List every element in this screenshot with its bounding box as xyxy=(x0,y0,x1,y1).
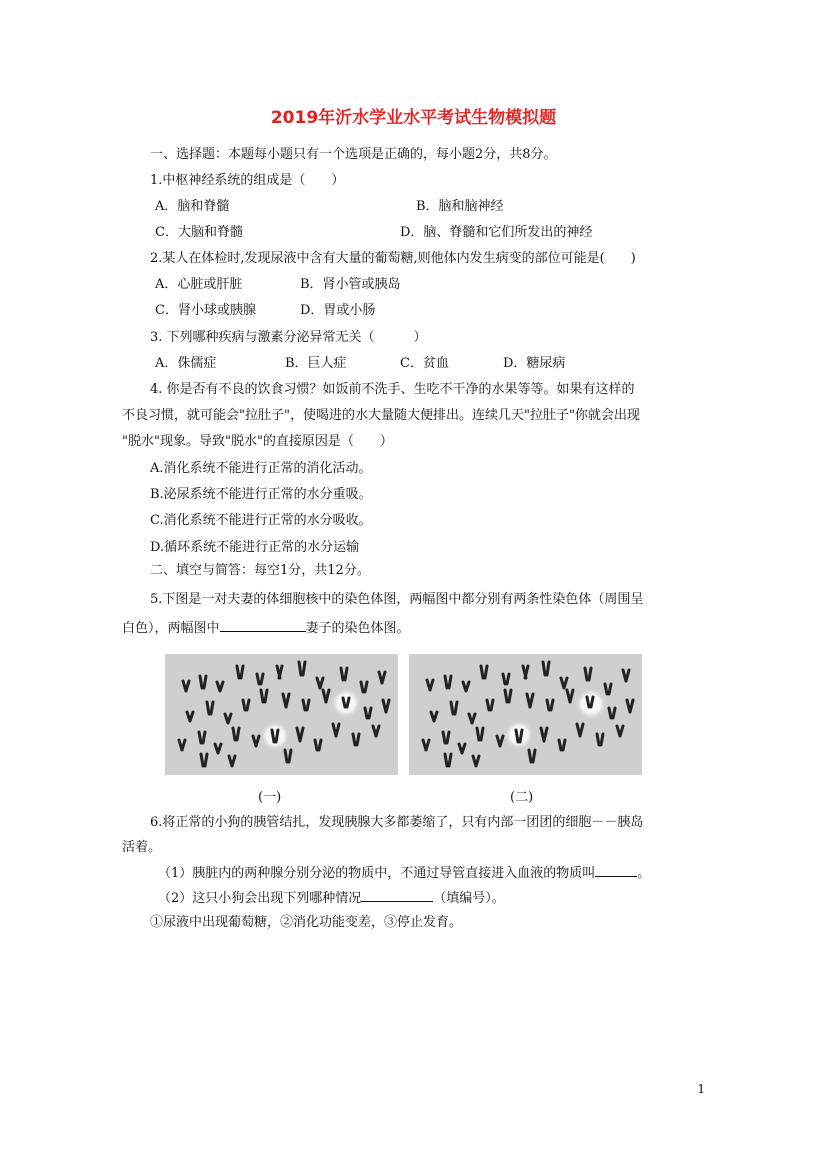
q3-option-b: B．巨人症 xyxy=(285,356,347,371)
q6-sub1-end: 。 xyxy=(637,866,651,881)
section-heading-fill: 二、填空与简答：每空1分，共12分。 xyxy=(150,563,370,578)
q1-option-b: B．脑和脑神经 xyxy=(416,199,504,214)
q5-line-2-start: 白色），两幅图中 xyxy=(122,621,220,636)
q4-line-2: 不良习惯，就可能会"拉肚子"，使喝进的水大量随大便排出。连续几天"拉肚子"你就会出现 xyxy=(122,408,640,423)
q1-option-c: C．大脑和脊髓 xyxy=(155,225,243,240)
q6-options: ①尿液中出现葡萄糖，②消化功能变差，③停止发育。 xyxy=(150,915,463,930)
karyotype-chromosomes-2 xyxy=(409,654,642,775)
q5-line-2-end: 妻子的染色体图。 xyxy=(305,621,410,636)
q6-line-2: 活着。 xyxy=(122,840,162,855)
karyotype-figure-1 xyxy=(165,654,398,775)
section-heading-choice: 一、选择题：本题每小题只有一个选项是正确的，每小题2分，共8分。 xyxy=(150,147,557,162)
q4-option-a: A.消化系统不能进行正常的消化活动。 xyxy=(150,461,372,476)
q4-option-c: C.消化系统不能进行正常的水分吸收。 xyxy=(150,513,372,528)
q5-line-2 xyxy=(122,618,410,637)
page-number: 1 xyxy=(697,1082,705,1096)
q3-option-a: A．侏儒症 xyxy=(155,356,217,371)
q4-option-b: B.泌尿系统不能进行正常的水分重吸。 xyxy=(150,487,372,502)
figure-caption-2: (二) xyxy=(510,790,534,805)
q3-option-c: C．贫血 xyxy=(400,356,449,371)
q3-option-d: D．糖尿病 xyxy=(503,356,566,371)
sex-chromosome-halo xyxy=(260,721,290,751)
figure-caption-1: (一) xyxy=(258,790,282,805)
q4-line-1: 4. 你是否有不良的饮食习惯？如饭前不洗手、生吃不干净的水果等等。如果有这样的 xyxy=(150,382,635,397)
q1-stem: 1.中枢神经系统的组成是（ ） xyxy=(150,173,345,188)
q2-stem: 2.某人在体检时,发现尿液中含有大量的葡萄糖,则他体内发生病变的部位可能是( ) xyxy=(150,251,636,266)
q1-option-d: D．脑、脊髓和它们所发出的神经 xyxy=(400,225,593,240)
q5-answer-blank[interactable] xyxy=(220,618,306,632)
q1-option-a: A．脑和脊髓 xyxy=(155,199,230,214)
q2-option-a: A．心脏或肝脏 xyxy=(155,277,243,292)
q6-sub-question-1 xyxy=(158,863,650,882)
q2-option-c: C．肾小球或胰腺 xyxy=(155,303,256,318)
q6-line-1: 6.将正常的小狗的胰管结扎，发现胰腺大多都萎缩了，只有内部一团团的细胞－－胰岛 xyxy=(150,815,644,830)
q2-option-d: D．胃或小肠 xyxy=(300,303,376,318)
q3-stem: 3. 下列哪种疾病与激素分泌异常无关（ ） xyxy=(150,330,427,345)
q2-option-b: B．肾小管或胰岛 xyxy=(300,277,401,292)
q4-line-3: "脱水"现象。导致"脱水"的直接原因是（ ） xyxy=(122,434,393,449)
q6-sub2-end: （填编号）。 xyxy=(433,891,505,906)
karyotype-figure-2 xyxy=(409,654,642,775)
q5-line-1: 5.下图是一对夫妻的体细胞核中的染色体图，两幅图中都分别有两条性染色体（周围呈 xyxy=(150,592,644,607)
q6-sub1-text: （1）胰脏内的两种腺分别分泌的物质中，不通过导管直接进入血液的物质叫 xyxy=(158,866,596,881)
sex-chromosome-halo xyxy=(331,688,361,718)
sex-chromosome-halo xyxy=(504,720,534,750)
karyotype-chromosomes-1 xyxy=(165,654,398,775)
q6-sub-question-2 xyxy=(158,888,505,907)
q6-sub2-answer-blank[interactable] xyxy=(361,888,433,902)
q4-option-d: D.循环系统不能进行正常的水分运输 xyxy=(150,540,360,555)
q6-sub2-text: （2）这只小狗会出现下列哪种情况 xyxy=(158,891,362,906)
page-title: 2019年沂水学业水平考试生物模拟题 xyxy=(270,108,557,128)
q6-sub1-answer-blank[interactable] xyxy=(595,863,637,877)
